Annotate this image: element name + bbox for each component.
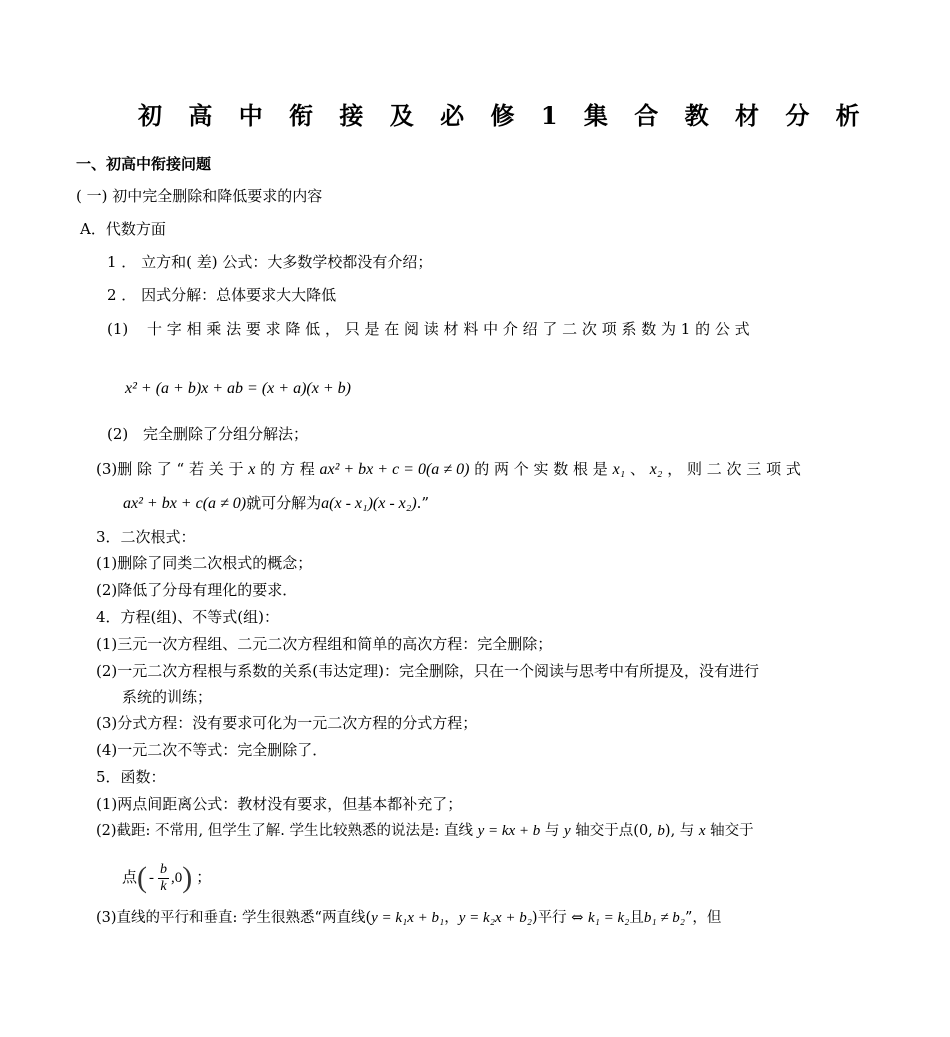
item-3: 3．二次根式： [96,528,196,546]
quadratic-trinomial: ax² + bx + c(a ≠ 0) [123,495,247,512]
item-5-2-text-c: 轴交于点(0, [570,823,658,839]
point-1-formula: x² + (a + b)x + ab = (x + a)(x + b) [125,380,351,397]
root-x2: x₂ [649,461,663,478]
point-3-text-d: ， 则 二 次 三 项 式 [662,460,801,478]
item-4-4: (4)一元二次不等式：完全删除了． [96,741,328,759]
line-2-equation: y = k₂x + b₂ [458,910,532,926]
item-5-2-text-a: (2)截距: 不常用, 但学生了解. 学生比较熟悉的说法是: 直线 [96,823,478,839]
point-3-line-2 [123,493,429,514]
point-3-line-1 [96,459,801,480]
root-x1: x₁ [612,461,626,478]
fraction-numerator: b [160,861,168,877]
item-5-3-text-b: )平行 ⇔ [531,910,588,926]
item-1: 1 ． 立方和( 差) 公式：大多数学校都没有介绍； [107,253,433,271]
item-5-1: (1)两点间距离公式：教材没有要求，但基本都补充了； [96,795,463,813]
minus-sign: - [149,870,155,886]
point-word: 点 [122,868,138,886]
section-heading: 一、初高中衔接问题 [76,155,212,173]
intercept-inequality: b₁ ≠ b₂ [643,910,685,926]
item-5-2-point [122,860,211,894]
point-3-text-a: (3)删 除 了 “ 若 关 于 [96,460,249,478]
paren-close: ) [182,861,193,894]
point-1-label: (1) [107,320,129,338]
item-4-2-cont: 系统的训练； [122,688,213,706]
item-5-3 [96,908,721,928]
point-1 [107,319,750,339]
var-x-axis: x [698,823,706,839]
point-2 [107,424,308,444]
slope-equality: k₁ = k₂ [587,910,630,926]
item-5-3-text-a: (3)直线的平行和垂直: 学生很熟悉“两直线( [96,910,372,926]
item-4-2: (2)一元二次方程根与系数的关系(韦达定理)：完全删除，只在一个阅读与思考中有所提及，没有进行 [96,662,759,680]
item-4: 4．方程(组)、不等式(组)： [96,608,279,626]
item-5-2-text-d: ), 与 [664,823,699,839]
item-5-2-text-e: 轴交于 [705,823,754,839]
item-5: 5．函数： [96,768,166,786]
fraction-denominator: k [160,878,167,894]
factorization: a(x - x₁)(x - x₂) [321,495,417,512]
point-3-sep: 、 [625,460,650,478]
point-3-text-c: 的 两 个 实 数 根 是 [469,460,613,478]
item-5-3-text-d: ”，但 [685,910,722,926]
item-4-1: (1)三元一次方程组、二元二次方程组和简单的高次方程：完全删除； [96,635,553,653]
quadratic-equation: ax² + bx + c = 0(a ≠ 0) [319,461,470,478]
item-5-3-comma: ， [444,910,459,926]
item-3-2: (2)降低了分母有理化的要求． [96,581,298,599]
zero-coordinate: ,0 [171,870,183,886]
point-3-line-2-end: .” [416,494,430,512]
item-3-1: (1)删除了同类二次根式的概念； [96,554,313,572]
point-3-line-2-text: 就可分解为 [246,494,322,512]
point-3-text-b: 的 方 程 [255,460,320,478]
var-y: y [564,823,571,839]
point-2-text: 完全删除了分组分解法； [143,425,309,443]
point-1-text: 十 字 相 乘 法 要 求 降 低 ， 只 是 在 阅 读 材 料 中 介 绍 了 二 次 项 系 数 为 1 的 公 式 [147,320,750,338]
subsection-heading: ( 一) 初中完全删除和降低要求的内容 [76,187,323,205]
algebra-heading: A．代数方面 [80,220,166,238]
item-5-2-end: ； [196,868,212,886]
fraction-b-over-k [158,862,169,895]
line-1-equation: y = k₁x + b₁ [371,910,445,926]
item-5-2 [96,821,754,841]
var-x: x [248,461,256,478]
item-5-3-text-c: 且 [629,910,644,926]
point-2-label: (2) [107,425,129,443]
paren-open: ( [137,861,148,894]
line-equation: y = kx + b [477,823,541,839]
item-4-3: (3)分式方程：没有要求可化为一元二次方程的分式方程； [96,714,478,732]
item-2: 2 ． 因式分解：总体要求大大降低 [107,286,337,304]
var-b: b [657,823,665,839]
item-5-2-text-b: 与 [540,823,565,839]
document-title: 初 高 中 衔 接 及 必 修 1 集 合 教 材 分 析 [138,101,869,130]
